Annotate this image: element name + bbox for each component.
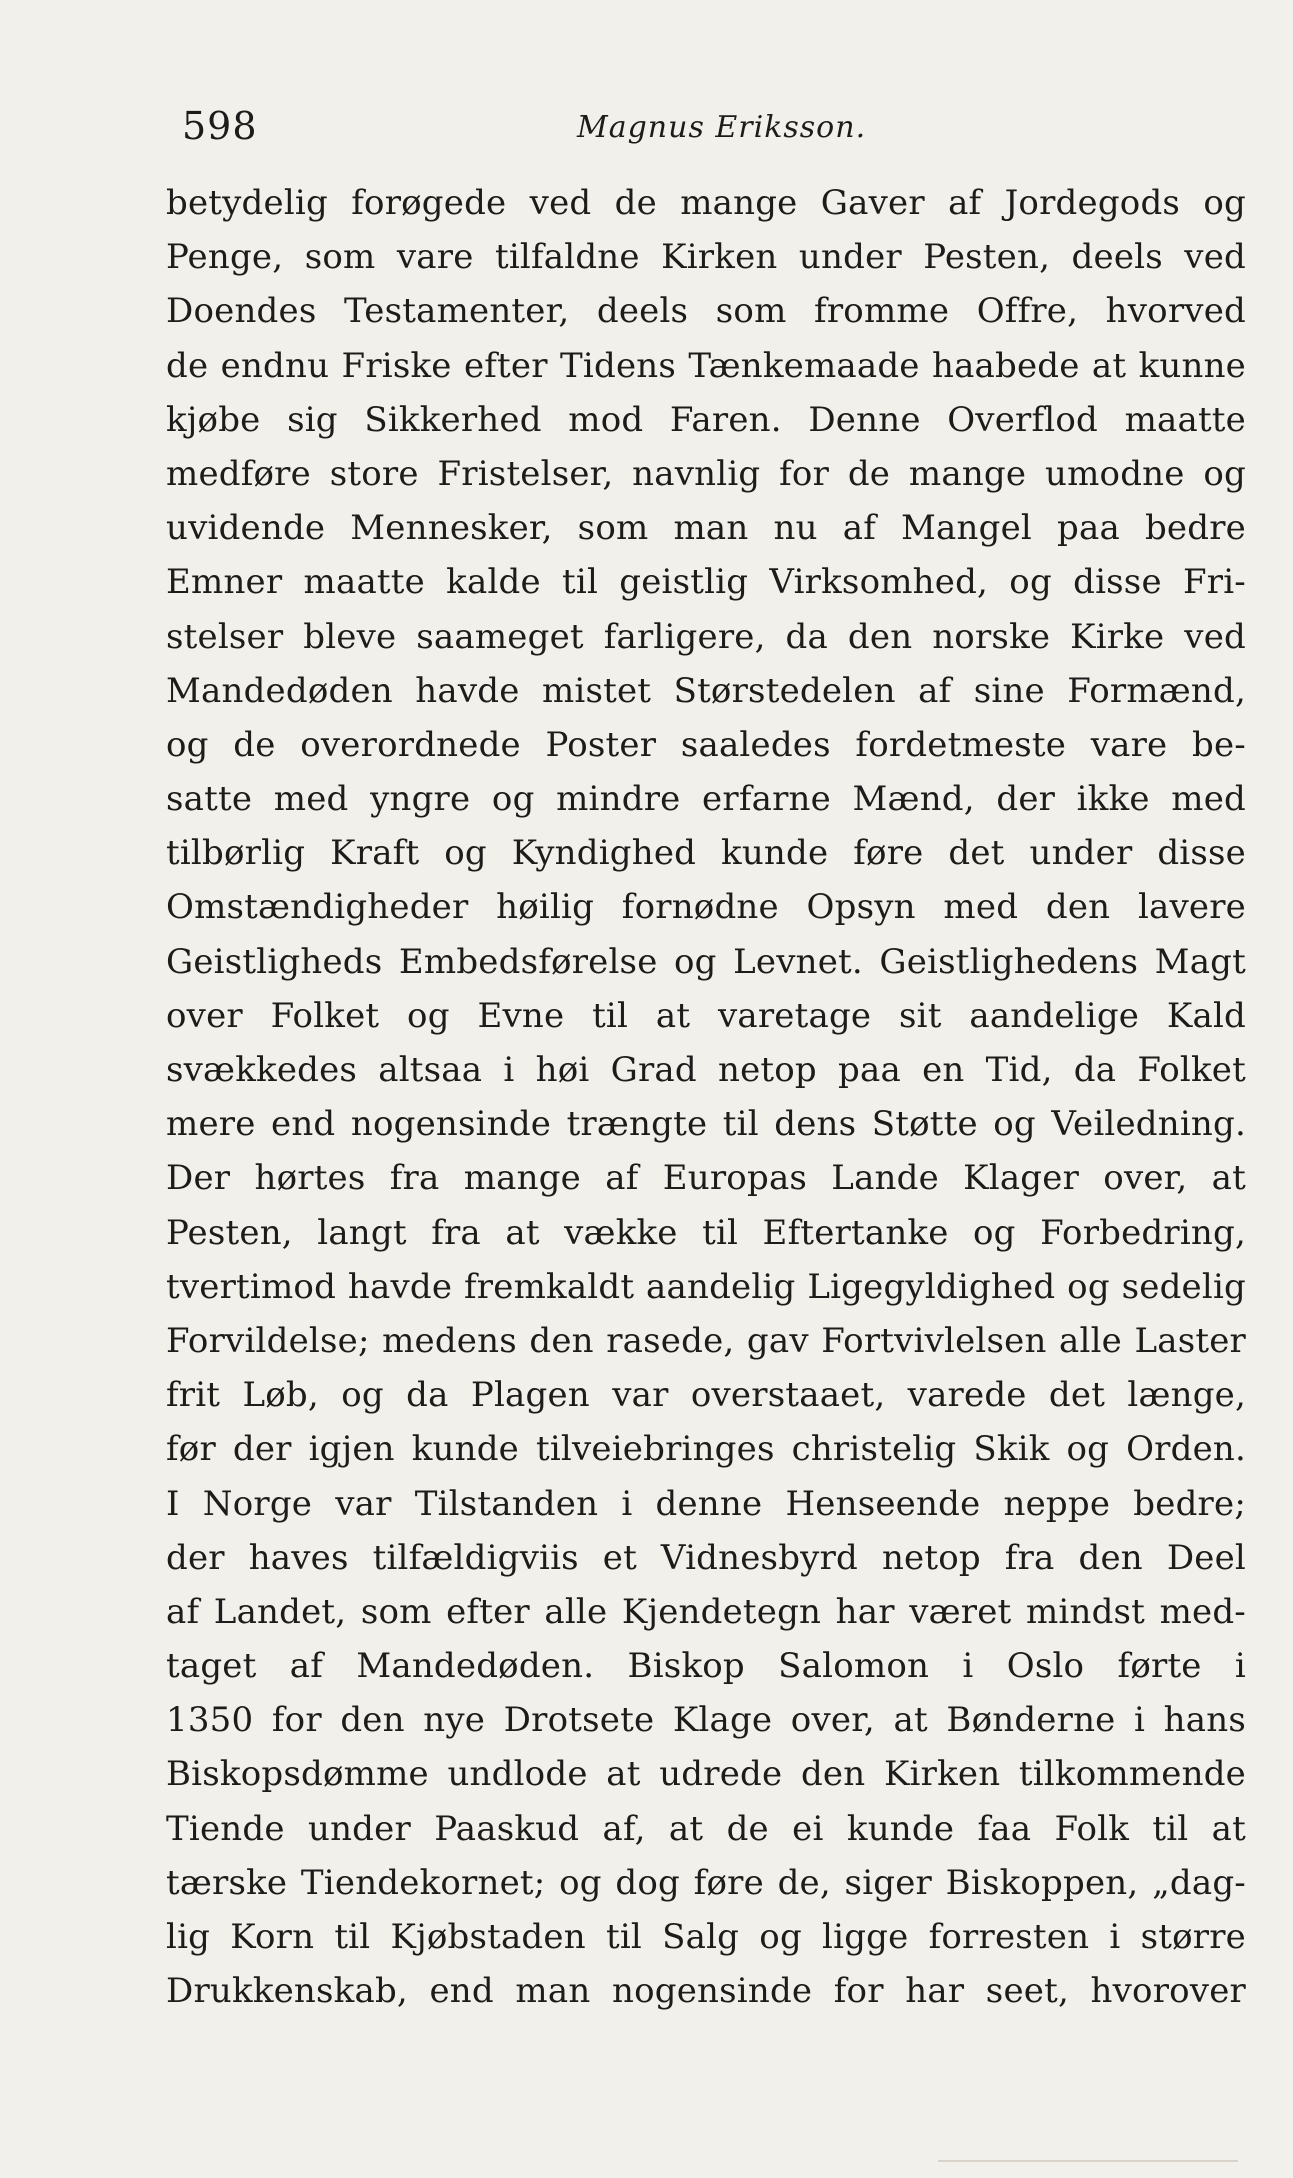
text-line: tilbørlig Kraft og Kyndighed kunde føre det under disse <box>166 833 1246 874</box>
text-line: før der igjen kunde tilveiebringes christelig Skik og Orden. <box>166 1429 1246 1470</box>
text-line: og de overordnede Poster saaledes fordetmeste vare be- <box>166 724 1246 765</box>
text-line: svækkedes altsaa i høi Grad netop paa en Tid, da Folket <box>166 1050 1246 1090</box>
text-line: Penge, som vare tilfaldne Kirken under Pesten, deels ved <box>166 237 1246 278</box>
text-line: Tiende under Paaskud af, at de ei kunde faa Folk til at <box>166 1808 1246 1849</box>
text-line: Mandedøden havde mistet Størstedelen af sine Formænd, <box>166 670 1246 711</box>
text-line: taget af Mandedøden. Biskop Salomon i Oslo førte i <box>166 1646 1246 1687</box>
text-line: tærske Tiendekornet; og dog føre de, siger Biskoppen, „dag- <box>166 1862 1246 1903</box>
page-edge-mark <box>938 2160 1238 2162</box>
text-line: frit Løb, og da Plagen var overstaaet, varede det længe, <box>166 1375 1246 1416</box>
text-line: Emner maatte kalde til geistlig Virksomhed, og disse Fri- <box>166 562 1246 603</box>
text-line: Der hørtes fra mange af Europas Lande Klager over, at <box>166 1158 1246 1199</box>
text-line: de endnu Friske efter Tidens Tænkemaade haabede at kunne <box>166 345 1246 386</box>
text-line: satte med yngre og mindre erfarne Mænd, der ikke med <box>166 779 1246 820</box>
text-line: medføre store Fristelser, navnlig for de mange umodne og <box>166 453 1246 494</box>
running-title: Magnus Eriksson. <box>577 110 867 145</box>
text-line: Pesten, langt fra at vække til Eftertanke og Forbedring, <box>166 1212 1246 1253</box>
text-line: Omstændigheder høilig fornødne Opsyn med den lavere <box>166 887 1246 928</box>
text-line: Geistligheds Embedsførelse og Levnet. Geistlighedens Magt <box>166 941 1246 982</box>
running-head <box>182 100 1232 152</box>
text-line: betydelig forøgede ved de mange Gaver af Jordegods og <box>166 183 1246 223</box>
text-line: af Landet, som efter alle Kjendetegn har været mindst med- <box>166 1591 1246 1632</box>
text-line: mere end nogensinde trængte til dens Støtte og Veiledning. <box>166 1104 1246 1145</box>
body-text <box>166 176 1246 2018</box>
text-line: stelser bleve saameget farligere, da den norske Kirke ved <box>166 616 1246 657</box>
text-line: tvertimod havde fremkaldt aandelig Ligegyldighed og sedelig <box>166 1266 1246 1307</box>
text-line: der haves tilfældigviis et Vidnesbyrd netop fra den Deel <box>166 1537 1246 1578</box>
text-line: kjøbe sig Sikkerhed mod Faren. Denne Overflod maatte <box>166 399 1246 440</box>
text-line: Forvildelse; medens den rasede, gav Fortvivlelsen alle Laster <box>166 1320 1246 1361</box>
text-line: Doendes Testamenter, deels som fromme Offre, hvorved <box>166 291 1246 332</box>
text-line: lig Korn til Kjøbstaden til Salg og ligge forresten i større <box>166 1917 1246 1957</box>
page-number: 598 <box>182 104 258 148</box>
text-line: 1350 for den nye Drotsete Klage over, at Bønderne i hans <box>166 1700 1246 1741</box>
text-line: Drukkenskab, end man nogensinde for har seet, hvorover <box>166 1971 1246 2012</box>
text-line: Biskopsdømme undlode at udrede den Kirken tilkommende <box>166 1754 1246 1795</box>
text-line: I Norge var Tilstanden i denne Henseende neppe bedre; <box>166 1483 1246 1524</box>
text-line: uvidende Mennesker, som man nu af Mangel paa bedre <box>166 508 1246 549</box>
text-line: over Folket og Evne til at varetage sit aandelige Kald <box>166 995 1246 1036</box>
